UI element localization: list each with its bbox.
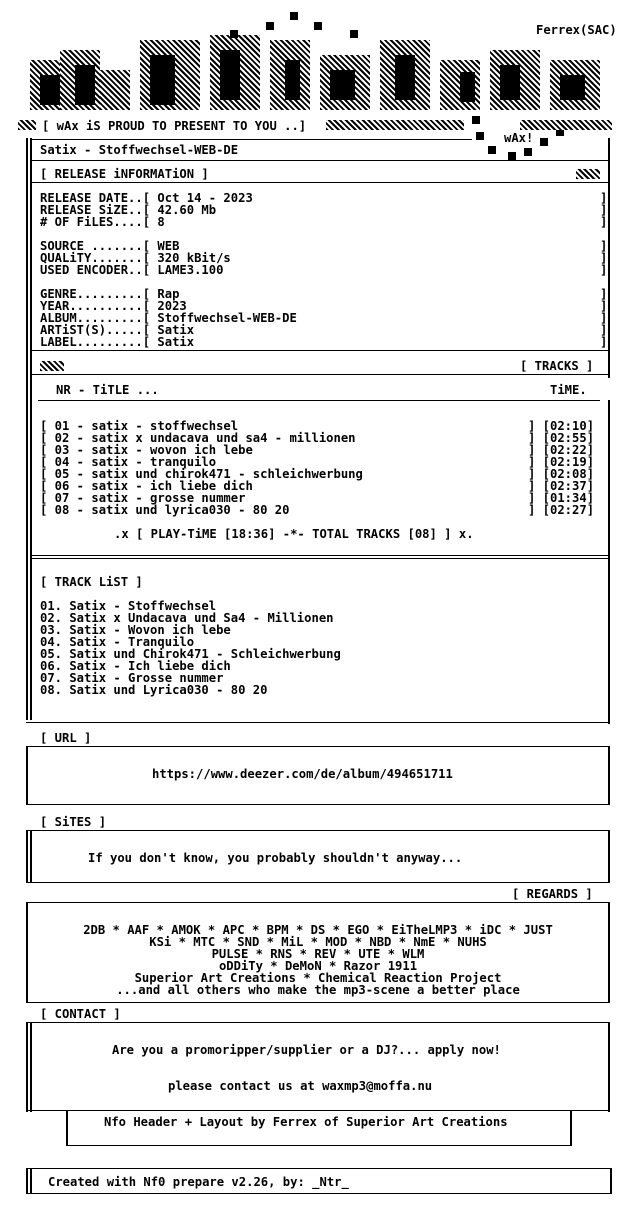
frame-left-2 <box>30 138 32 720</box>
regards-line: 2DB * AAF * AMOK * APC * BPM * DS * EGO * EiTheLMP3 * iDC * JUST <box>83 923 553 937</box>
release-info-text: LABEL.........[ Satix <box>40 335 195 349</box>
presents-hatch-far-right <box>520 120 612 130</box>
release-info-lines <box>40 192 610 348</box>
url-top <box>26 746 610 747</box>
track-title: [ 03 - satix - wovon ich lebe <box>40 443 253 457</box>
track-time: ] [02:55] <box>528 431 595 445</box>
track-time: ] [02:19] <box>528 455 595 469</box>
track-time: ] [02:22] <box>528 443 595 457</box>
track-time: ] [02:08] <box>528 467 595 481</box>
release-info-bracket: ] <box>600 215 608 229</box>
regards-line: ...and all others who make the mp3-scene a better place <box>116 983 520 997</box>
list-item: 02. Satix x Undacava und Sa4 - Millionen <box>40 611 334 625</box>
regards-line: oDDiTy * DeMoN * Razor 1911 <box>218 959 418 973</box>
url-link[interactable]: https://www.deezer.com/de/album/494651711 <box>152 767 453 781</box>
logo-dot <box>290 12 298 20</box>
logo-dot <box>476 132 484 140</box>
logo-dot <box>508 152 516 160</box>
regards-line: Superior Art Creations * Chemical Reaction Project <box>134 971 502 985</box>
release-info-bracket: ] <box>600 323 608 337</box>
contact-bottom <box>26 1110 610 1111</box>
sites-frame-left <box>26 830 28 882</box>
release-info-label: [ RELEASE iNFORMATiON ] <box>40 167 209 181</box>
contact-top <box>26 1022 610 1023</box>
list-item: 06. Satix - Ich liebe dich <box>40 659 231 673</box>
list-item: 03. Satix - Wovon ich lebe <box>40 623 231 637</box>
release-info-bracket: ] <box>600 251 608 265</box>
list-item: 04. Satix - Tranquilo <box>40 635 195 649</box>
created-frame-left <box>26 1168 28 1194</box>
release-info-bracket: ] <box>600 299 608 313</box>
contact-frame-left <box>26 1022 28 1112</box>
logo-shade <box>560 75 585 100</box>
release-info-bracket: ] <box>600 287 608 301</box>
release-info-bracket: ] <box>600 191 608 205</box>
release-info-top <box>32 182 608 183</box>
logo-dot <box>540 138 548 146</box>
regards-bottom <box>26 1002 610 1003</box>
track-title: [ 02 - satix x undacava und sa4 - millionen <box>40 431 356 445</box>
sites-label: [ SiTES ] <box>40 815 107 829</box>
track-title: [ 07 - satix - grosse nummer <box>40 491 246 505</box>
release-info-text: USED ENCODER..[ LAME3.100 <box>40 263 224 277</box>
release-info-bracket: ] <box>600 311 608 325</box>
release-info-line <box>40 216 610 228</box>
track-time: ] [02:37] <box>528 479 595 493</box>
group-tag: wAx! <box>504 131 534 145</box>
sites-frame-left-2 <box>30 830 32 882</box>
tracks-summary: .x [ PLAY-TiME [18:36] -*- TOTAL TRACKS [08] ] x. <box>114 527 474 541</box>
tracks-bottom-rule-2 <box>30 558 610 559</box>
contact-frame-left-2 <box>30 1022 32 1112</box>
logo-dot <box>524 148 532 156</box>
tracks-label: [ TRACKS ] <box>520 359 594 373</box>
track-title: [ 04 - satix - tranquilo <box>40 455 217 469</box>
sites-frame-right <box>608 830 610 882</box>
created-bottom <box>26 1193 612 1194</box>
name-box-top <box>32 139 472 140</box>
tracklist-label: [ TRACK LiST ] <box>40 575 143 589</box>
logo-dot <box>266 22 274 30</box>
header-credit: Ferrex(SAC) <box>536 23 617 37</box>
credit-bottom <box>66 1145 572 1146</box>
logo-shade <box>150 55 175 105</box>
logo-shade <box>285 60 300 100</box>
credit-frame-right <box>570 1110 572 1146</box>
release-info-text: ARTiST(S).....[ Satix <box>40 323 195 337</box>
contact-line-2[interactable]: please contact us at waxmp3@moffa.nu <box>168 1079 433 1093</box>
release-info-text: QUALiTY.......[ 320 kBit/s <box>40 251 231 265</box>
tracklist-frame-right <box>608 560 610 724</box>
release-info-text: ALBUM.........[ Stoffwechsel-WEB-DE <box>40 311 297 325</box>
logo-dot <box>230 30 238 38</box>
tracks-col-time: TiME. <box>550 383 587 397</box>
tracks-col-title: NR - TiTLE ... <box>56 383 159 397</box>
contact-frame-right <box>608 1022 610 1112</box>
sites-bottom <box>26 882 610 883</box>
regards-line: KSi * MTC * SND * MiL * MOD * NBD * NmE * NUHS <box>149 935 487 949</box>
logo-shade <box>395 55 415 100</box>
logo-dot <box>350 30 358 38</box>
list-item: 07. Satix - Grosse nummer <box>40 671 224 685</box>
tracklist-lines <box>40 600 341 696</box>
frame-left <box>26 138 28 720</box>
regards-top <box>26 902 610 903</box>
url-frame-right <box>608 746 610 804</box>
release-name: Satix - Stoffwechsel-WEB-DE <box>40 143 239 157</box>
tracks-bottom-rule <box>30 555 610 556</box>
release-info-bracket: ] <box>600 239 608 253</box>
regards-label: [ REGARDS ] <box>512 887 593 901</box>
track-table <box>40 420 610 516</box>
track-title: [ 06 - satix - ich liebe dich <box>40 479 253 493</box>
track-time: ] [02:27] <box>528 503 595 517</box>
release-info-text: GENRE.........[ Rap <box>40 287 180 301</box>
logo-shade <box>330 70 355 100</box>
release-info-hatch <box>576 169 600 179</box>
release-info-text: YEAR..........[ 2023 <box>40 299 187 313</box>
tracks-frame-right <box>608 400 610 560</box>
logo-dot <box>472 116 480 124</box>
sites-top <box>26 830 610 831</box>
table-row <box>40 504 610 516</box>
release-info-bracket: ] <box>600 335 608 349</box>
created-frame-right <box>610 1168 612 1194</box>
release-info-bottom <box>32 350 608 351</box>
credit-frame-left <box>66 1110 68 1146</box>
track-time: ] [02:10] <box>528 419 595 433</box>
created-frame-left-2 <box>30 1168 32 1194</box>
url-label: [ URL ] <box>40 731 92 745</box>
tracklist-bottom <box>26 722 610 723</box>
contact-line-1: Are you a promoripper/supplier or a DJ?... apply now! <box>112 1043 501 1057</box>
release-info-line <box>40 264 610 276</box>
url-bottom <box>26 804 610 805</box>
logo-shade <box>460 72 475 102</box>
created-with: Created with Nf0 prepare v2.26, by: _Ntr_ <box>48 1175 349 1189</box>
release-info-bracket: ] <box>600 203 608 217</box>
release-info-text: SOURCE .......[ WEB <box>40 239 180 253</box>
logo-dot <box>314 22 322 30</box>
list-item: 08. Satix und Lyrica030 - 80 20 <box>40 683 268 697</box>
created-top <box>26 1168 612 1169</box>
sites-text: If you don't know, you probably shouldn't anyway... <box>88 851 463 865</box>
track-title: [ 05 - satix und chirok471 - schleichwerbung <box>40 467 363 481</box>
release-info-bracket: ] <box>600 263 608 277</box>
track-title: [ 08 - satix und lyrica030 - 80 20 <box>40 503 290 517</box>
regards-lines <box>26 924 610 996</box>
layout-credit: Nfo Header + Layout by Ferrex of Superior Art Creations <box>104 1115 508 1129</box>
contact-label: [ CONTACT ] <box>40 1007 121 1021</box>
track-time: ] [01:34] <box>528 491 595 505</box>
logo-shade <box>500 65 520 100</box>
list-item: 05. Satix und Chirok471 - Schleichwerbung <box>40 647 341 661</box>
logo-shade <box>220 50 240 100</box>
tracks-header-rule <box>38 400 600 401</box>
logo-dot <box>488 146 496 154</box>
logo-block <box>100 70 130 110</box>
presents-hatch-right <box>326 120 464 130</box>
tracks-rule <box>32 374 610 375</box>
list-item: 01. Satix - Stoffwechsel <box>40 599 217 613</box>
url-frame-left <box>26 746 28 804</box>
logo-shade <box>75 65 95 105</box>
release-info-text: RELEASE SiZE..[ 42.60 Mb <box>40 203 217 217</box>
regards-line: PULSE * RNS * REV * UTE * WLM <box>211 947 425 961</box>
name-box-bottom <box>32 160 608 161</box>
release-info-line <box>40 336 610 348</box>
release-info-text: # OF FiLES....[ 8 <box>40 215 165 229</box>
presents-hatch-left <box>18 120 36 130</box>
header-presents: [ wAx iS PROUD TO PRESENT TO YOU ..] <box>42 119 307 133</box>
tracks-hatch <box>40 361 64 371</box>
release-info-text: RELEASE DATE..[ Oct 14 - 2023 <box>40 191 253 205</box>
logo-shade <box>40 75 60 105</box>
track-title: [ 01 - satix - stoffwechsel <box>40 419 239 433</box>
